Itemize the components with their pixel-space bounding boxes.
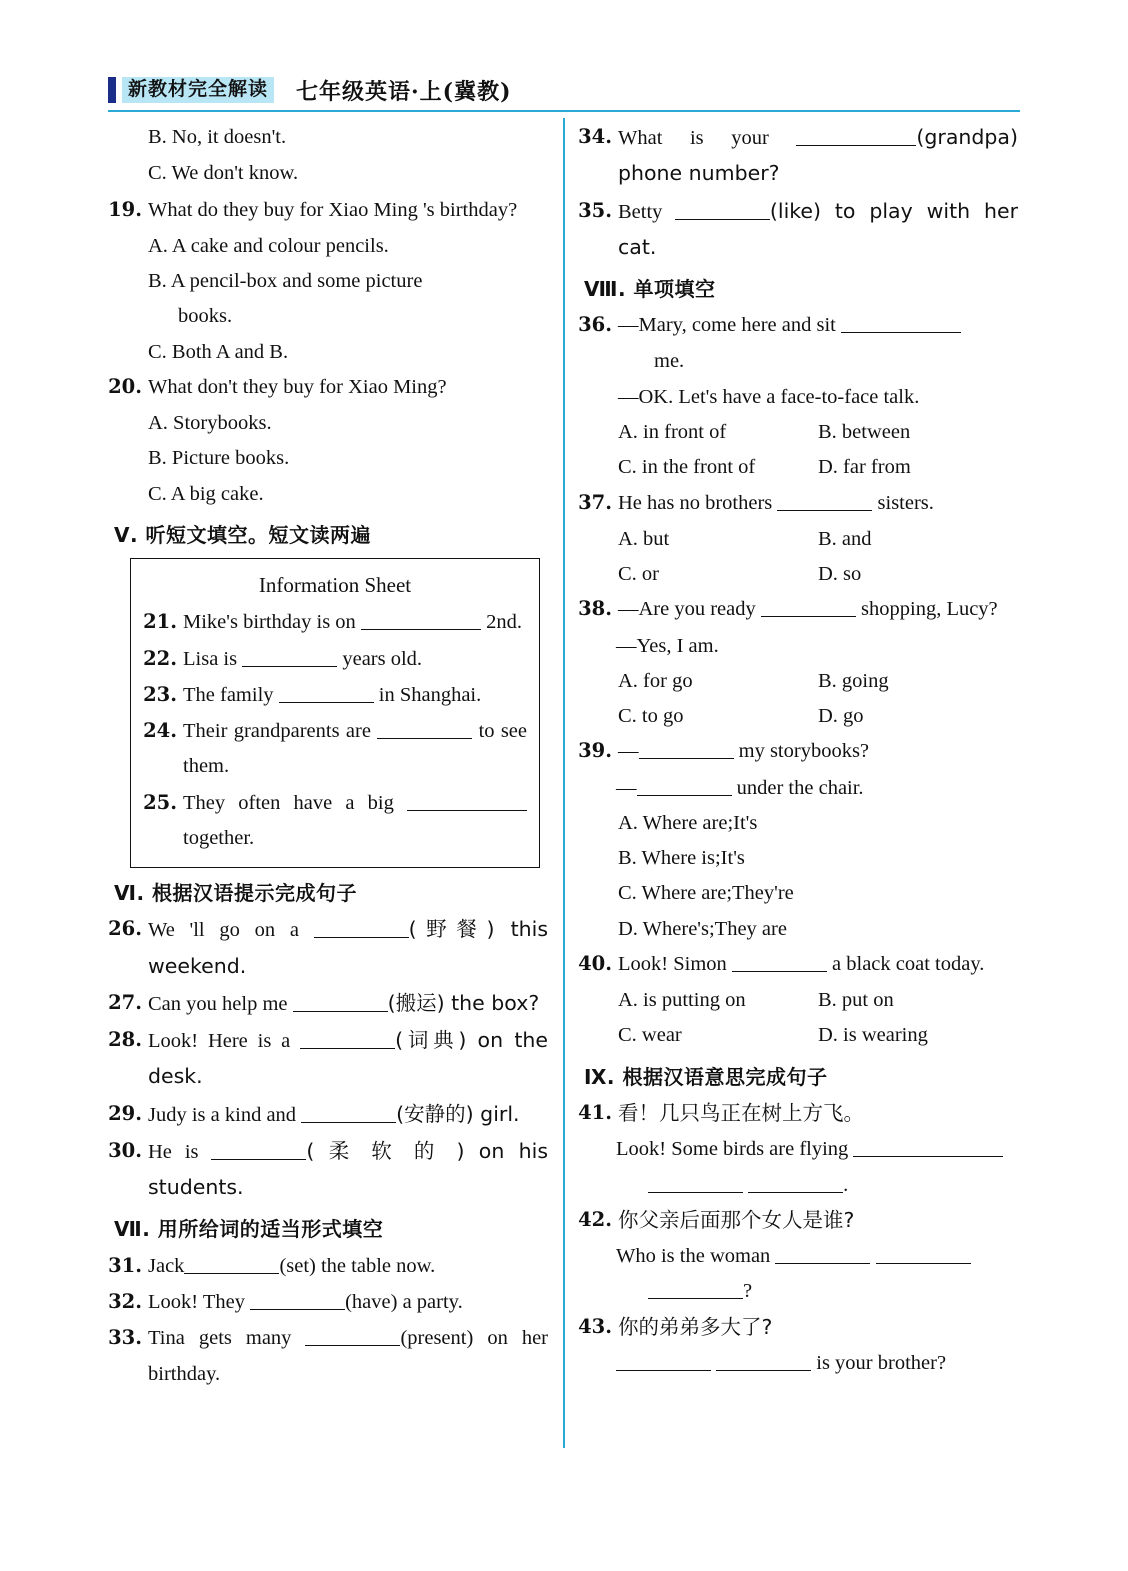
question-text: [618, 947, 1018, 982]
answer-line: [648, 1168, 1018, 1203]
option-text[interactable]: B. put on: [818, 989, 894, 1012]
question-number: 36.: [578, 313, 612, 337]
question-number: 27.: [108, 990, 142, 1014]
question-text: [148, 1321, 548, 1392]
answer-blank[interactable]: [648, 1278, 743, 1300]
question-text: [148, 1097, 548, 1133]
option-text[interactable]: C. or: [618, 563, 659, 586]
option-text[interactable]: B. going: [818, 669, 889, 692]
question-item: [578, 486, 1018, 521]
question-text: [618, 486, 1018, 521]
question-text-post: years old.: [337, 647, 423, 670]
answer-blank[interactable]: [293, 990, 388, 1012]
question-text: What don't they buy for Xiao Ming?: [148, 375, 447, 398]
question-number: 19.: [108, 197, 142, 221]
question-text-cn: 你的弟弟多大了?: [618, 1314, 773, 1339]
question-item: [108, 1097, 548, 1133]
option-text: B. Picture books.: [148, 447, 290, 470]
question-number: 28.: [108, 1028, 142, 1052]
answer-blank[interactable]: [407, 789, 527, 811]
answer-blank[interactable]: [796, 125, 916, 147]
question-number: 38.: [578, 597, 612, 621]
option-text: B. A pencil-box and some picture: [148, 270, 423, 292]
question-text-post: shopping, Lucy?: [855, 598, 998, 621]
answer-blank[interactable]: [853, 1136, 1003, 1158]
list-item: [108, 120, 548, 155]
section-heading-v: Ⅴ. 听短文填空。短文读两遍: [114, 522, 372, 547]
question-number: 32.: [108, 1290, 142, 1314]
option-row: [618, 1018, 1018, 1053]
section-heading-viii: Ⅷ. 单项填空: [584, 277, 716, 301]
question-text-post: sisters.: [872, 491, 934, 514]
question-item: [108, 912, 548, 985]
question-number: 23.: [143, 682, 177, 706]
question-text-pre: He is: [148, 1140, 212, 1163]
option-row: [618, 983, 1018, 1018]
question-text-post: (set) the table now.: [279, 1254, 436, 1277]
question-text: [183, 678, 527, 713]
question-item: [143, 714, 527, 785]
page-header: [108, 68, 1020, 112]
question-number: 40.: [578, 951, 612, 975]
answer-blank[interactable]: [184, 1252, 279, 1274]
answer-blank[interactable]: [361, 609, 481, 631]
option-text[interactable]: A. Where are;It's: [618, 811, 758, 834]
question-item: [143, 605, 527, 640]
information-sheet: [130, 558, 540, 868]
answer-blank[interactable]: [377, 718, 472, 740]
option-text[interactable]: B. between: [818, 421, 911, 444]
question-text-pre: Jack: [148, 1254, 185, 1277]
question-number: 26.: [108, 917, 142, 941]
question-text-pre: Look! Here is a: [148, 1030, 301, 1053]
option-row: [618, 415, 1018, 450]
answer-blank[interactable]: [300, 1028, 395, 1050]
question-text: [148, 912, 548, 985]
question-text-post: (present) on her birthday.: [148, 1327, 548, 1385]
question-number: 20.: [108, 374, 142, 398]
option-text: books.: [178, 305, 233, 328]
answer-blank[interactable]: [314, 917, 409, 939]
question-text-pre: Look! Simon: [618, 952, 732, 975]
question-number: 42.: [578, 1207, 612, 1231]
answer-blank[interactable]: [250, 1289, 345, 1311]
question-number: 30.: [108, 1138, 142, 1162]
answer-blank[interactable]: [675, 198, 770, 220]
question-text-post: (like) to play with her cat.: [618, 198, 1018, 259]
left-column: [108, 120, 548, 1393]
answer-line: [648, 1274, 1018, 1309]
question-number: 35.: [578, 198, 612, 222]
question-item: [578, 947, 1018, 982]
answer-blank[interactable]: [841, 312, 961, 334]
question-item: [143, 678, 527, 713]
question-text-post: (have) a party.: [345, 1291, 463, 1314]
section-heading-vi: Ⅵ. 根据汉语提示完成句子: [114, 881, 358, 905]
question-text-post: to see them.: [183, 720, 528, 778]
option-text[interactable]: D. so: [818, 563, 862, 586]
question-number: 21.: [143, 610, 177, 634]
answer-blank[interactable]: [648, 1171, 743, 1193]
question-text-post: me.: [654, 349, 685, 372]
question-text-post: (安静的) girl.: [396, 1101, 520, 1126]
dialogue-line: — under the chair.: [616, 771, 1018, 806]
question-item: [108, 1249, 548, 1284]
question-text: What do they buy for Xiao Ming 's birthday?: [148, 198, 518, 221]
question-text-pre: —Are you ready: [618, 598, 761, 621]
answer-line-text: Look! Some birds are flying: [616, 1138, 854, 1161]
question-text-pre: The family: [183, 683, 279, 706]
question-number: 33.: [108, 1326, 142, 1350]
answer-blank[interactable]: [211, 1138, 306, 1160]
question-number: 25.: [143, 790, 177, 814]
question-number: 39.: [578, 739, 612, 763]
answer-line-text: is your brother?: [811, 1351, 947, 1374]
question-text-post: ( 柔 软 的 ) on his students.: [148, 1138, 548, 1200]
answer-line: [616, 1239, 1018, 1274]
option-text[interactable]: D. Where's;They are: [618, 917, 787, 940]
list-item: [108, 156, 548, 191]
question-text-pre: Tina gets many: [148, 1327, 306, 1350]
question-text: [148, 986, 548, 1022]
question-text: [183, 714, 527, 785]
option-text: A. A cake and colour pencils.: [148, 234, 389, 257]
section-heading-vii: Ⅶ. 用所给词的适当形式填空: [114, 1217, 384, 1242]
option-text[interactable]: C. in the front of: [618, 456, 756, 479]
question-number: 29.: [108, 1101, 142, 1125]
question-number: 24.: [143, 719, 177, 742]
question-item: [108, 986, 548, 1022]
answer-blank[interactable]: [716, 1349, 811, 1371]
question-text-post: under the chair.: [731, 776, 864, 799]
answer-blank[interactable]: [748, 1171, 843, 1193]
answer-line-text: Who is the woman: [616, 1245, 776, 1268]
question-text-post: (野餐) this weekend.: [148, 917, 548, 978]
option-text[interactable]: B. Where is;It's: [618, 847, 745, 870]
question-item: [578, 308, 1018, 379]
question-text-post: a black coat today.: [826, 952, 985, 975]
option-text[interactable]: D. go: [818, 705, 864, 728]
answer-blank[interactable]: [305, 1325, 400, 1347]
question-number: 31.: [108, 1253, 142, 1277]
question-text: [618, 194, 1018, 267]
question-item: [578, 194, 1018, 267]
question-number: 22.: [143, 646, 177, 670]
option-text[interactable]: C. wear: [618, 1024, 682, 1047]
question-text: [183, 786, 527, 857]
question-number: 34.: [578, 125, 612, 148]
header-accent-bar: [108, 77, 116, 103]
column-divider: [563, 118, 565, 1448]
answer-blank[interactable]: [761, 596, 856, 618]
question-text: [183, 642, 527, 677]
answer-blank[interactable]: [616, 1349, 711, 1371]
question-item: [108, 1285, 548, 1320]
option-text[interactable]: C. to go: [618, 705, 684, 728]
answer-blank[interactable]: [637, 774, 732, 796]
question-text-cn: 看！几只鸟正在树上方飞。: [618, 1101, 864, 1126]
question-item: [108, 193, 548, 228]
option-row: [618, 450, 1018, 485]
question-text-pre: Mike's birthday is on: [183, 611, 361, 634]
question-text-post: 2nd.: [480, 611, 522, 634]
question-text-post: (词典) on the desk.: [148, 1028, 548, 1089]
question-text: [618, 592, 1018, 627]
option-text[interactable]: A. in front of: [618, 421, 727, 444]
question-text-pre: Their grandparents are: [183, 720, 378, 742]
question-text-post: (搬运) the box?: [387, 990, 540, 1015]
option-row: [618, 557, 1018, 592]
option-text: C. We don't know.: [148, 162, 299, 185]
answer-blank[interactable]: [732, 950, 827, 972]
question-text-pre: Can you help me: [148, 992, 293, 1015]
question-text-pre: Look! They: [148, 1291, 251, 1314]
information-sheet-title: Information Sheet: [258, 573, 412, 598]
question-item: [578, 592, 1018, 627]
option-text: A. Storybooks.: [148, 412, 272, 434]
answer-blank[interactable]: [876, 1243, 971, 1265]
option-text: C. Both A and B.: [148, 340, 289, 363]
option-text[interactable]: D. is wearing: [818, 1024, 928, 1047]
answer-blank[interactable]: [301, 1101, 396, 1123]
question-text-post: (grandpa) phone number?: [618, 125, 1018, 186]
option-row: [618, 522, 1018, 557]
question-number: 43.: [578, 1314, 612, 1338]
option-text: B. No, it doesn't.: [148, 126, 287, 148]
header-rule: [108, 110, 1020, 112]
option-text[interactable]: A. is putting on: [618, 989, 746, 1012]
question-number: 41.: [578, 1101, 612, 1125]
question-text-pre: Lisa is: [183, 647, 243, 670]
header-badge: 新教材完全解读: [122, 77, 274, 104]
question-text: [148, 1249, 548, 1284]
question-item: [578, 120, 1018, 193]
question-text-pre: —Mary, come here and sit: [618, 314, 841, 337]
question-text: [618, 120, 1018, 193]
answer-line: [616, 1132, 1018, 1167]
option-text[interactable]: D. far from: [818, 456, 911, 479]
question-text-pre: What is your: [618, 127, 797, 149]
option-row: [618, 699, 1018, 734]
answer-blank[interactable]: [775, 1243, 870, 1265]
question-text: — my storybooks?: [618, 734, 1018, 769]
answer-blank[interactable]: [639, 738, 734, 760]
answer-line: [616, 1346, 1018, 1381]
question-text: [148, 1134, 548, 1207]
option-text: C. A big cake.: [148, 482, 264, 505]
question-text-pre: Betty: [618, 200, 675, 223]
option-text[interactable]: C. Where are;They're: [618, 882, 794, 905]
question-item: [108, 1321, 548, 1392]
question-item: [578, 1203, 1018, 1238]
question-item: [108, 370, 548, 405]
question-text: [183, 605, 527, 640]
question-text-pre: We 'll go on a: [148, 919, 314, 942]
question-text-cn: 你父亲后面那个女人是谁?: [618, 1207, 855, 1232]
option-text[interactable]: B. and: [818, 527, 872, 550]
answer-line-text: .: [843, 1173, 849, 1196]
question-text-pre: Judy is a kind and: [148, 1103, 302, 1126]
question-text: [618, 308, 1018, 379]
question-text-pre: He has no brothers: [618, 491, 778, 514]
dialogue-line: —Yes, I am.: [616, 634, 719, 657]
dialogue-line: —OK. Let's have a face-to-face talk.: [618, 385, 920, 408]
question-text-post: in Shanghai.: [373, 683, 482, 706]
page-title: 七年级英语·上(冀教): [296, 78, 512, 105]
question-item: [578, 1096, 1018, 1131]
answer-blank[interactable]: [777, 489, 872, 511]
question-text: [148, 1023, 548, 1096]
answer-blank[interactable]: [279, 681, 374, 703]
question-item: [143, 642, 527, 677]
right-column: [578, 120, 1018, 1381]
answer-blank[interactable]: [242, 645, 337, 667]
option-row: [618, 664, 1018, 699]
question-item: [578, 1310, 1018, 1345]
question-text: [148, 1285, 548, 1320]
question-text-pre: They often have a big: [183, 791, 407, 814]
question-item: [143, 786, 527, 857]
section-heading-ix: Ⅸ. 根据汉语意思完成句子: [584, 1064, 828, 1089]
question-text-post: together.: [183, 826, 255, 849]
question-text-post: my storybooks?: [733, 740, 870, 763]
question-item: [578, 734, 1018, 769]
question-item: [108, 1023, 548, 1096]
option-text[interactable]: A. for go: [618, 669, 693, 692]
question-item: [108, 1134, 548, 1207]
question-number: 37.: [578, 490, 612, 514]
answer-line-text: ?: [743, 1280, 753, 1303]
option-text[interactable]: A. but: [618, 527, 670, 550]
